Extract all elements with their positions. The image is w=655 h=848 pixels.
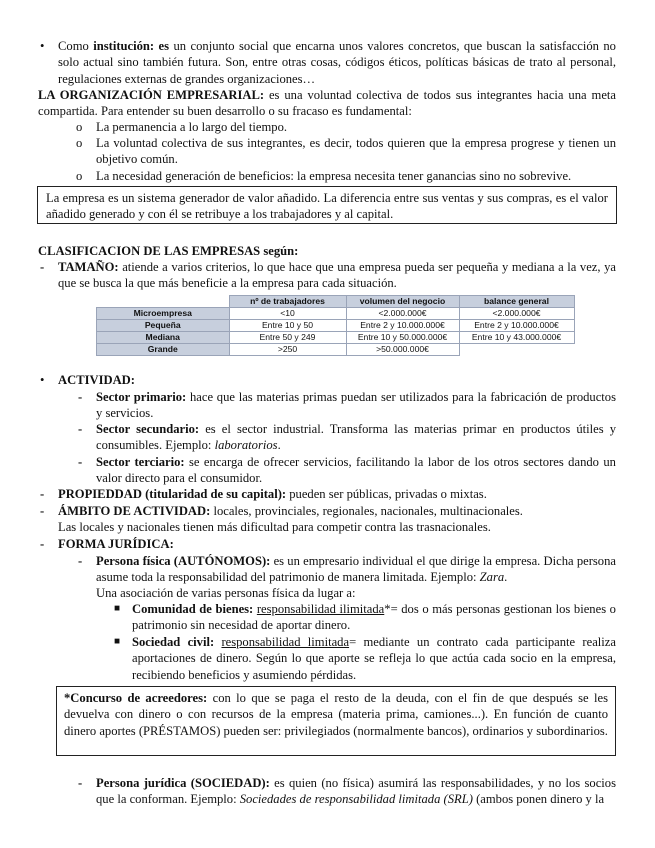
table-cell: Entre 10 y 50 [229,320,346,332]
table-header-cell: balance general [459,296,574,308]
table-cell: Entre 10 y 43.000.000€ [459,332,574,344]
sector-secundario: Sector secundario: es el sector industrial. Transforma las materias primar en productos útiles y consumibles. Ejemplo: laboratorios. [96,422,617,453]
list-item: La permanencia a lo largo del tiempo. [96,120,288,134]
dash-marker: - [40,504,45,518]
table-header-cell: volumen del negocio [346,296,459,308]
forma-heading: FORMA JURÍDICA: [58,537,174,551]
persona-juridica-paragraph: Persona jurídica (SOCIEDAD): es quien (no física) asumirá las responsabilidades, y no los socios que la conforman. Ejemplo: Sociedades de responsabilidad limitada (SRL) (ambos ponen dinero y la [96,776,616,807]
table-row [97,332,575,344]
ambito-paragraph: ÁMBITO DE ACTIVIDAD: locales, provinciales, regionales, nacionales, multinacionales. [58,504,523,518]
dash-marker: - [78,554,83,568]
list-item: La voluntad colectiva de sus integrantes, es decir, todos quieren que la empresa progrese y tienen un objetivo común. [96,136,616,167]
table-header-cell: nº de trabajadores [229,296,346,308]
table-header-row [97,296,575,308]
organizacion-heading: LA ORGANIZACIÓN EMPRESARIAL: [38,88,265,102]
table-header-cell [97,296,230,308]
table-cell: <2.000.000€ [459,308,574,320]
table-cell: Entre 10 y 50.000.000€ [346,332,459,344]
institucion-term: institución: es [93,39,170,53]
clasificacion-heading: CLASIFICACION DE LAS EMPRESAS según: [38,244,299,258]
circle-marker: o [76,169,83,183]
dash-marker: - [40,537,45,551]
actividad-heading: ACTIVIDAD: [58,373,135,387]
comunidad-bienes: Comunidad de bienes: responsabilidad ilimitada*= dos o más personas gestionan los bienes o patrimonio sin necesidad de aportar dinero. [132,602,616,633]
dash-marker: - [78,422,83,436]
table-cell: >50.000.000€ [346,344,459,356]
dash-marker: - [78,455,83,469]
size-table [96,295,575,356]
square-bullet-icon: ■ [114,636,121,647]
persona-fisica-paragraph: Persona física (AUTÓNOMOS): es un empresario individual el que dirige la empresa. Dicha persona asume toda la responsabilidad del patrimonio de manera limitada. Ejemplo: Zara. [96,554,616,585]
sociedad-civil: Sociedad civil: responsabilidad limitada= mediante un contrato cada participante realiza aportaciones de dinero. Según lo que aporte se refleja lo que actúa cada socio en la empresa, recibiendo beneficios y asumiendo pérdidas. [132,635,616,682]
bullet-marker: • [40,373,45,387]
tamano-label: TAMAÑO: [58,260,119,274]
table-cell: Microempresa [97,308,230,320]
dash-marker: - [40,260,45,274]
circle-marker: o [76,120,83,134]
table-cell: Entre 2 y 10.000.000€ [346,320,459,332]
table-row [97,308,575,320]
table-cell: Mediana [97,332,230,344]
table-row [97,320,575,332]
square-bullet-icon: ■ [114,603,121,614]
concurso-acreedores-text: *Concurso de acreedores: con lo que se paga el resto de la deuda, con el fin de que después se les devuelva con dinero o con recursos de la empresa (materia prima, camiones...). En función de cuanto dinero aportes (PRÉSTAMOS) pueden ser: privilegiados (normalmente bancos), ordinarios y subordinarios. [64,691,608,738]
dash-marker: - [40,487,45,501]
table-row [97,344,575,356]
table-cell: Grande [97,344,230,356]
concurso-acreedores-box [56,686,616,756]
valor-anadido-text: La empresa es un sistema generador de valor añadido. La diferencia entre sus ventas y sus compras, es el valor añadido generado y con él se retribuye a los trabajadores y al capital. [46,191,608,222]
table-cell: Pequeña [97,320,230,332]
circle-marker: o [76,136,83,150]
valor-anadido-box [37,186,617,224]
institucion-paragraph: Como institución: es un conjunto social que encarna unos valores concretos, que buscan la satisfacción no solo actual sino también futura. Son, entre otras cosas, códigos éticos, políticas básicas de trato al personal, regulaciones externas de grandes organizaciones… [58,39,616,86]
dash-marker: - [78,390,83,404]
table-cell: Entre 50 y 249 [229,332,346,344]
table-cell: Entre 2 y 10.000.000€ [459,320,574,332]
table-cell: <2.000.000€ [346,308,459,320]
sector-primario: Sector primario: hace que las materias primas puedan ser utilizados para la fabricación de productos y servicios. [96,390,616,421]
organizacion-paragraph: LA ORGANIZACIÓN EMPRESARIAL: es una voluntad colectiva de todos sus integrantes hacia una meta compartida. Para entender su buen desarrollo o su fracaso es fundamental: [38,88,616,119]
dash-marker: - [78,776,83,790]
list-item: La necesidad generación de beneficios: la empresa necesita tener ganancias sino no sobrevive. [96,169,572,183]
table-cell: >250 [229,344,346,356]
bullet-marker: • [40,39,45,53]
table-cell: <10 [229,308,346,320]
table-cell [459,344,574,356]
ambito-note: Las locales y nacionales tienen más dificultad para competir contra las trasnacionales. [58,520,491,534]
propiedad-paragraph: PROPIEDDAD (titularidad de su capital): pueden ser públicas, privadas o mixtas. [58,487,487,501]
tamano-paragraph: TAMAÑO: atiende a varios criterios, lo que hace que una empresa pueda ser pequeña y mediana a la vez, ya que se busca la que más beneficie a la empresa para cada situación. [58,260,616,291]
sector-terciario: Sector terciario: se encarga de ofrecer servicios, facilitando la labor de los otros sectores dando un valor directo para el consumidor. [96,455,616,486]
asociacion-line: Una asociación de varias personas física da lugar a: [96,586,356,600]
